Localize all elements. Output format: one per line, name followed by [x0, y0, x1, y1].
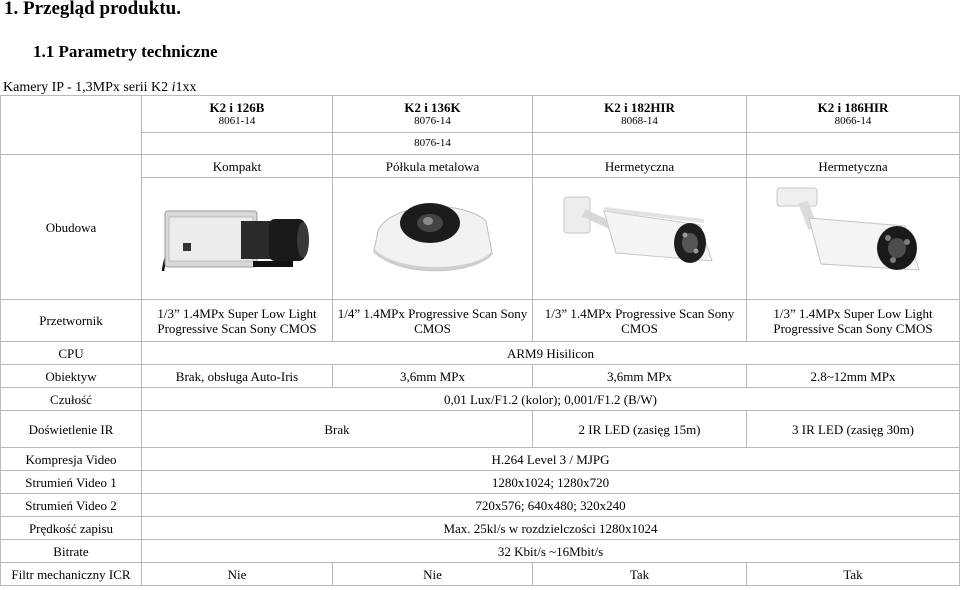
- ir-label: Doświetlenie IR: [1, 411, 142, 448]
- icr-row: [1, 563, 960, 586]
- ir-value-none: Brak: [142, 411, 533, 448]
- framerate-row: [1, 517, 960, 540]
- lens-row: [1, 365, 960, 388]
- model-code: 8066-14: [834, 114, 872, 127]
- stream2-label: Strumień Video 2: [1, 494, 142, 517]
- empty-cell: [142, 133, 333, 155]
- bitrate-label: Bitrate: [1, 540, 142, 563]
- model-name: K2 i 186HIR: [817, 99, 889, 115]
- camera-image-cell: [747, 178, 960, 300]
- lens-value: Brak, obsługa Auto-Iris: [142, 365, 333, 388]
- icr-value: Nie: [333, 563, 533, 586]
- lens-value: 3,6mm MPx: [533, 365, 747, 388]
- housing-type: Kompakt: [142, 155, 333, 178]
- heading-technical-parameters: 1.1 Parametry techniczne: [33, 42, 218, 61]
- ir-value-3led: 3 IR LED (zasięg 30m): [747, 411, 960, 448]
- model-code: 8068-14: [621, 114, 658, 127]
- box-camera-image: [157, 199, 317, 279]
- cpu-row: [1, 342, 960, 365]
- compression-value: H.264 Level 3 / MJPG: [142, 448, 960, 471]
- sensor-value: 1/3” 1.4MPx Super Low Light Progressive Scan Sony CMOS: [142, 300, 333, 342]
- model-code-secondary: 8076-14: [414, 137, 451, 149]
- sensitivity-row: [1, 388, 960, 411]
- camera-image-cell: [333, 178, 533, 300]
- icr-label: Filtr mechaniczny ICR: [1, 563, 142, 586]
- model-col-3: [533, 96, 747, 133]
- model-subcode-row: [1, 133, 960, 155]
- compression-row: [1, 448, 960, 471]
- heading-product-overview: 1. Przegląd produktu.: [4, 0, 182, 19]
- lens-value: 2.8~12mm MPx: [747, 365, 960, 388]
- spec-table: [0, 95, 960, 586]
- housing-type: Półkula metalowa: [333, 155, 533, 178]
- dome-camera-image: [368, 191, 498, 287]
- camera-image-cell: [533, 178, 747, 300]
- housing-type: Hermetyczna: [533, 155, 747, 178]
- sensor-value: 1/3” 1.4MPx Progressive Scan Sony CMOS: [533, 300, 747, 342]
- sensor-row: [1, 300, 960, 342]
- housing-type: Hermetyczna: [747, 155, 960, 178]
- model-code: 8076-14: [414, 114, 451, 127]
- sensitivity-label: Czułość: [1, 388, 142, 411]
- empty-cell: [747, 133, 960, 155]
- camera-image-cell: [142, 178, 333, 300]
- bullet-camera-ir2-image: [560, 191, 720, 287]
- model-name: K2 i 126B: [209, 99, 265, 115]
- empty-cell: [533, 133, 747, 155]
- icr-value: Nie: [142, 563, 333, 586]
- cpu-label: CPU: [1, 342, 142, 365]
- model-col-2: [333, 96, 533, 133]
- housing-label: Obudowa: [1, 155, 142, 300]
- stream1-value: 1280x1024; 1280x720: [142, 471, 960, 494]
- cpu-value: ARM9 Hisilicon: [142, 342, 960, 365]
- bitrate-row: [1, 540, 960, 563]
- stream1-label: Strumień Video 1: [1, 471, 142, 494]
- model-col-2-code2: [333, 133, 533, 155]
- sensitivity-value: 0,01 Lux/F1.2 (kolor); 0,001/F1.2 (B/W): [142, 388, 960, 411]
- header-empty-cell: [1, 96, 142, 155]
- model-header-row: [1, 96, 960, 133]
- model-name: K2 i 136K: [404, 99, 461, 115]
- model-col-4: [747, 96, 960, 133]
- caption-italic: i: [171, 80, 176, 95]
- model-col-1: [142, 96, 333, 133]
- lens-value: 3,6mm MPx: [333, 365, 533, 388]
- stream2-row: [1, 494, 960, 517]
- ir-row: [1, 411, 960, 448]
- icr-value: Tak: [533, 563, 747, 586]
- model-name: K2 i 182HIR: [604, 99, 675, 115]
- ir-value-2led: 2 IR LED (zasięg 15m): [533, 411, 747, 448]
- housing-type-row: [1, 155, 960, 178]
- compression-label: Kompresja Video: [1, 448, 142, 471]
- bitrate-value: 32 Kbit/s ~16Mbit/s: [142, 540, 960, 563]
- table-caption: [3, 80, 197, 96]
- caption-prefix: Kamery IP - 1,3MPx serii K2: [3, 80, 172, 95]
- sensor-label: Przetwornik: [1, 300, 142, 342]
- sensor-value: 1/3” 1.4MPx Super Low Light Progressive Scan Sony CMOS: [747, 300, 960, 342]
- icr-value: Tak: [747, 563, 960, 586]
- stream1-row: [1, 471, 960, 494]
- framerate-value: Max. 25kl/s w rozdzielczości 1280x1024: [142, 517, 960, 540]
- lens-label: Obiektyw: [1, 365, 142, 388]
- model-code: 8061-14: [218, 114, 256, 127]
- bullet-camera-ir3-image: [773, 184, 933, 294]
- framerate-label: Prędkość zapisu: [1, 517, 142, 540]
- sensor-value: 1/4” 1.4MPx Progressive Scan Sony CMOS: [333, 300, 533, 342]
- stream2-value: 720x576; 640x480; 320x240: [142, 494, 960, 517]
- camera-images-row: [1, 178, 960, 300]
- caption-suffix: 1xx: [175, 80, 197, 95]
